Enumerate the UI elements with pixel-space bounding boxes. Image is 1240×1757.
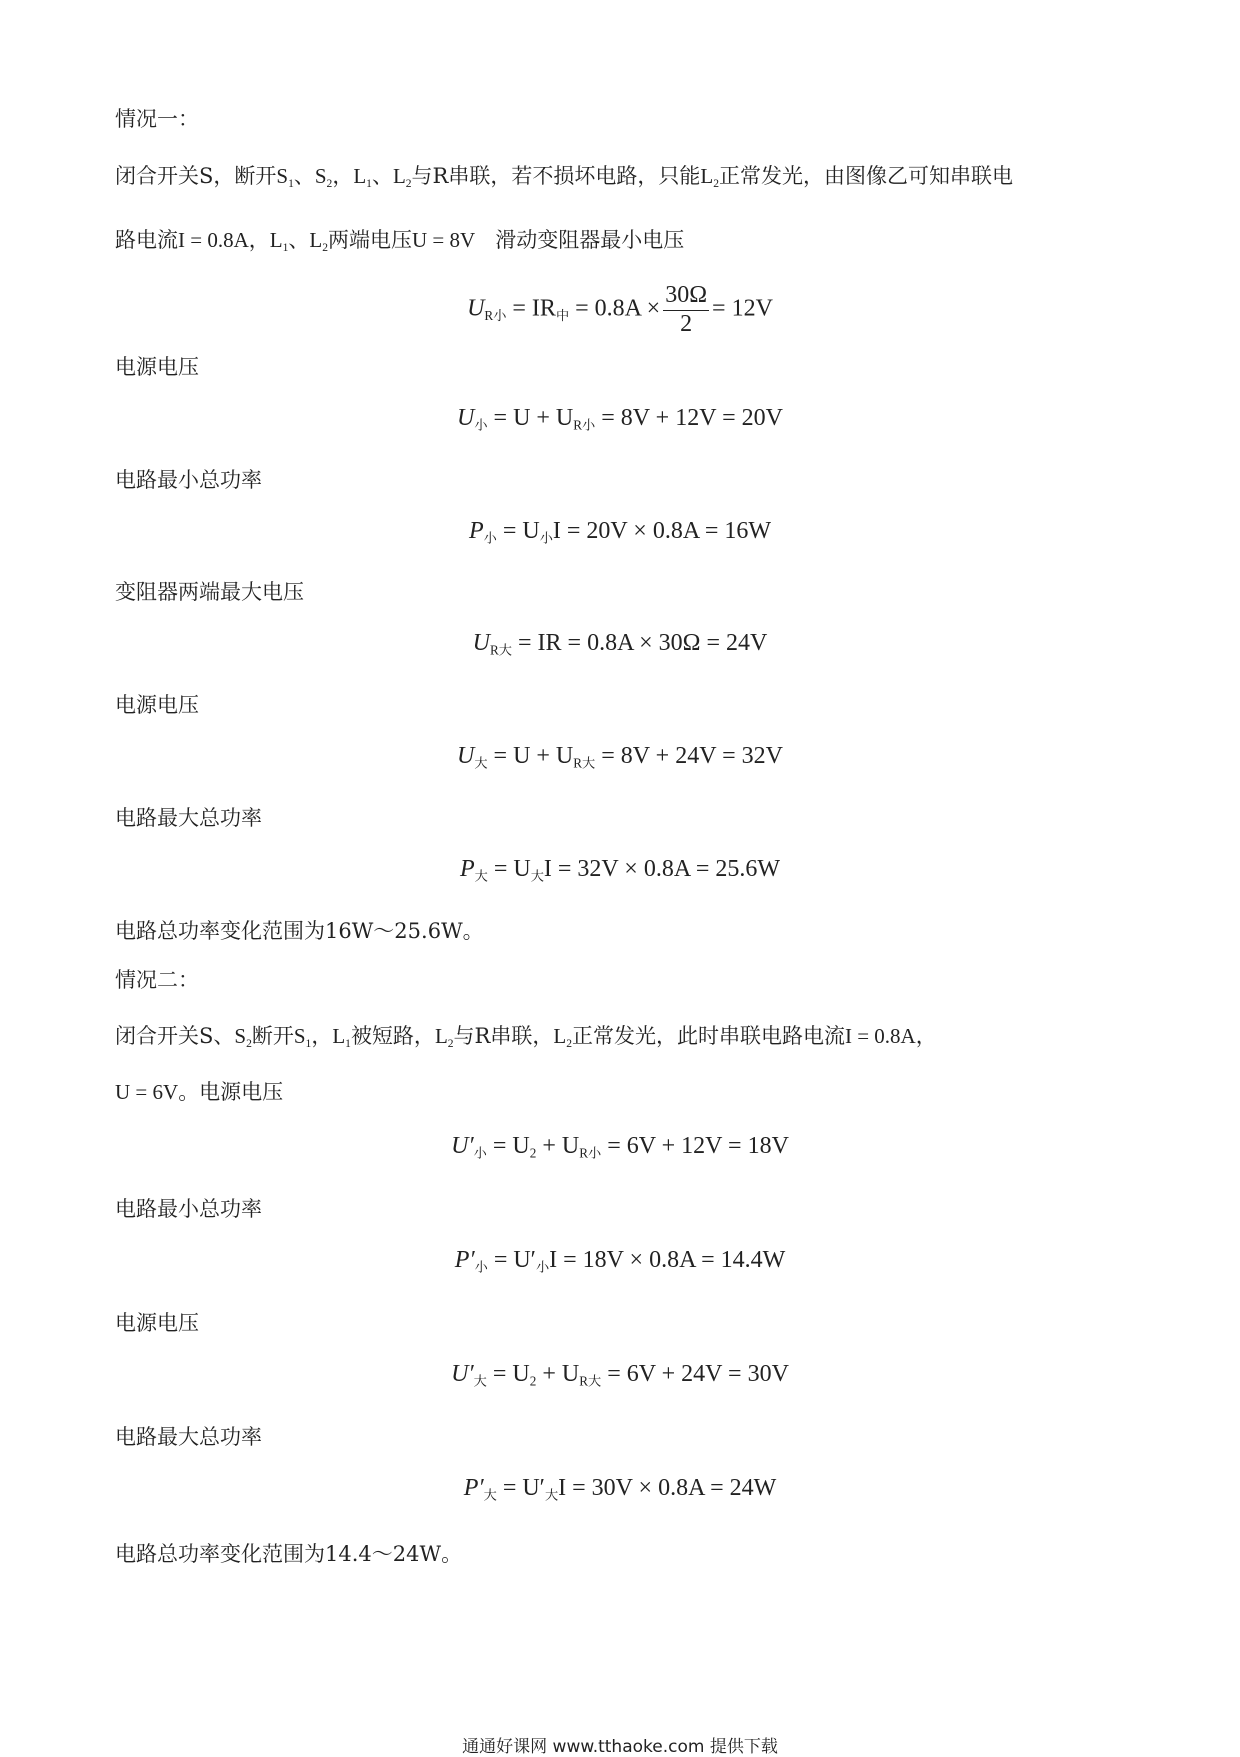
equation-p-max: $P_大 = U_大I = 32V \times 0.8A = 25.6W$ [459,856,781,884]
case2-voltage: U = 6V [115,1080,179,1104]
case1-voltage: U = 8V [411,228,476,252]
case1-conclusion: 电路总功率变化范围为16W～25.6W。 [115,919,484,943]
label-source-voltage-3: 电源电压 [115,1311,199,1335]
equation-u-prime-min: $U'_小 = U_2 + U_{R小} = 6V + 12V = 18V$ [451,1133,789,1161]
equation-p-prime-max: $P'_大 = U'_大I = 30V \times 0.8A = 24W$ [463,1475,777,1503]
equation-p-min: $P_小 = U_小I = 20V \times 0.8A = 16W$ [468,518,772,546]
case1-paragraph-line2: 路电流I = 0.8A，$L_1$、$L_2$两端电压U = 8V 滑动变阻器最小电压 [115,228,685,255]
case2-paragraph-line1: 闭合开关S、$S_2$断开$S_1$，$L_1$被短路，$L_2$与R串联，$L_2$正常发光，此时串联电路电流I = 0.8A， [115,1024,937,1051]
label-source-voltage-2: 电源电压 [115,693,199,717]
label-rheostat-max-voltage: 变阻器两端最大电压 [115,580,304,604]
equation-u-min: $U_小 = U + U_{R小} = 8V + 12V = 20V$ [457,405,783,433]
equation-u-max: $U_大 = U + U_{R大} = 8V + 24V = 32V$ [457,743,783,771]
equation-ur-min: $U_{R小} = IR_中 = 0.8A$ × $\frac{30\Omega}{2}$ = 12V [467,282,773,337]
case2-heading: 情况二： [115,968,199,992]
case2-current: I = 0.8A [844,1024,916,1048]
label-max-power-1: 电路最大总功率 [115,806,262,830]
footer-source: 通通好课网 www.tthaoke.com 提供下载 [462,1737,778,1757]
label-source-voltage-1: 电源电压 [115,355,199,379]
label-min-power-1: 电路最小总功率 [115,468,262,492]
case1-paragraph-line1: 闭合开关S，断开$S_1$、$S_2$，$L_1$、$L_2$与R串联，若不损坏电路，只能$L_2$正常发光，由图像乙可知串联电 [115,164,1013,191]
case1-heading: 情况一： [115,107,199,131]
fraction: $\frac{30\Omega}{2}$ [665,282,708,337]
label-max-power-2: 电路最大总功率 [115,1425,262,1449]
equation-ur-max: $U_{R大}$ = IR = 0.8A × 30Ω = 24V [472,630,768,658]
case2-paragraph-line2: U = 6V。电源电压 [115,1080,284,1104]
equation-u-prime-max: $U'_大 = U_2 + U_{R大} = 6V + 24V = 30V$ [451,1361,789,1389]
equation-p-prime-min: $P'_小 = U'_小I = 18V \times 0.8A = 14.4W$ [454,1247,786,1275]
case2-conclusion: 电路总功率变化范围为14.4～24W。 [115,1542,463,1566]
label-min-power-2: 电路最小总功率 [115,1197,262,1221]
case1-current: I = 0.8A [178,228,249,252]
